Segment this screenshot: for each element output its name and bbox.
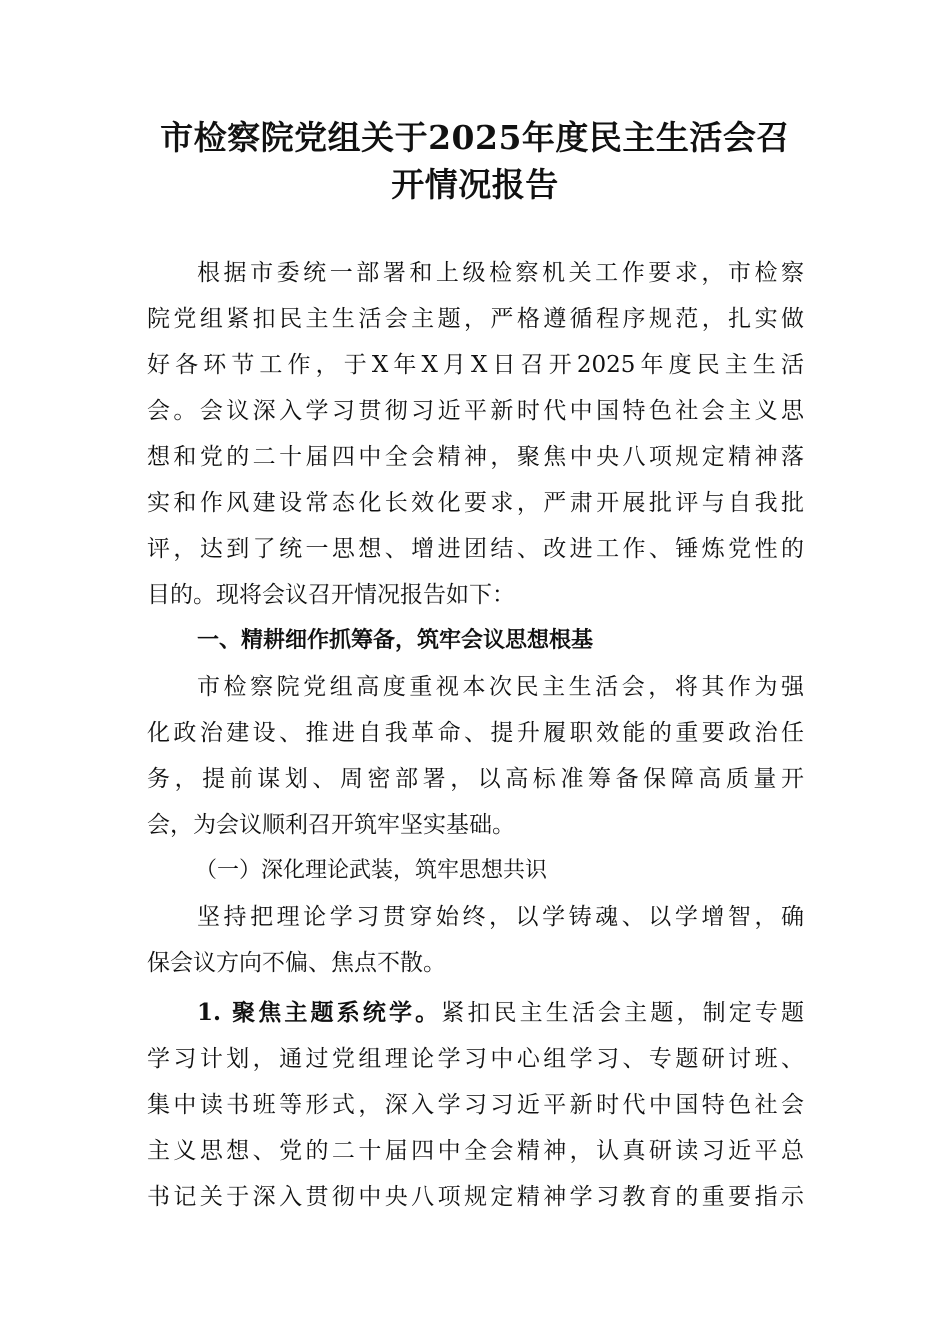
text-line: 集中读书班等形式，深入学习习近平新时代中国特色社会	[147, 1092, 804, 1118]
text-line: 坚持把理论学习贯穿始终，以学铸魂、以学增智，确	[197, 904, 804, 930]
subsection-heading-1: （一）深化理论武装，筑牢思想共识	[195, 858, 548, 883]
paragraph-section-1	[147, 664, 804, 848]
paragraph-subsection-1	[147, 894, 804, 986]
text-line: 想和党的二十届四中全会精神，聚焦中央八项规定精神落	[147, 444, 804, 470]
text-line: 务，提前谋划、周密部署，以高标准筹备保障高质量开	[147, 766, 804, 792]
text-line: 学习计划，通过党组理论学习中心组学习、专题研讨班、	[147, 1046, 804, 1072]
text-line: 目的。现将会议召开情况报告如下：	[147, 582, 515, 608]
text-line-lead	[147, 990, 804, 1036]
text-line: 根据市委统一部署和上级检察机关工作要求，市检察	[197, 260, 804, 286]
item-text: 紧扣民主生活会主题，制定专题	[441, 1000, 804, 1026]
text-line: 评，达到了统一思想、增进团结、改进工作、锤炼党性的	[147, 536, 804, 562]
document-body	[147, 250, 804, 1220]
title-line-2: 开情况报告	[391, 165, 559, 204]
title-line-1: 市检察院党组关于2025年度民主生活会召	[160, 118, 790, 157]
section-heading-1: 一、精耕细作抓筹备，筑牢会议思想根基	[197, 628, 594, 653]
text-line: 市检察院党组高度重视本次民主生活会，将其作为强	[197, 674, 804, 700]
text-line: 会，为会议顺利召开筑牢坚实基础。	[147, 812, 515, 838]
item-lead: 1. 聚焦主题系统学。	[197, 999, 442, 1026]
text-line: 院党组紧扣民主生活会主题，严格遵循程序规范，扎实做	[147, 306, 804, 332]
text-line: 好各环节工作，于X年X月X日召开2025年度民主生活	[147, 352, 804, 378]
document-title	[140, 114, 810, 208]
text-line: 会。会议深入学习贯彻习近平新时代中国特色社会主义思	[147, 398, 804, 424]
paragraph-item-1	[147, 990, 804, 1220]
text-line: 主义思想、党的二十届四中全会精神，认真研读习近平总	[147, 1138, 804, 1164]
text-line: 书记关于深入贯彻中央八项规定精神学习教育的重要指示	[147, 1184, 804, 1210]
text-line: 保会议方向不偏、焦点不散。	[147, 950, 446, 976]
text-line: 化政治建设、推进自我革命、提升履职效能的重要政治任	[147, 720, 804, 746]
text-line: 实和作风建设常态化长效化要求，严肃开展批评与自我批	[147, 490, 804, 516]
paragraph-intro	[147, 250, 804, 618]
